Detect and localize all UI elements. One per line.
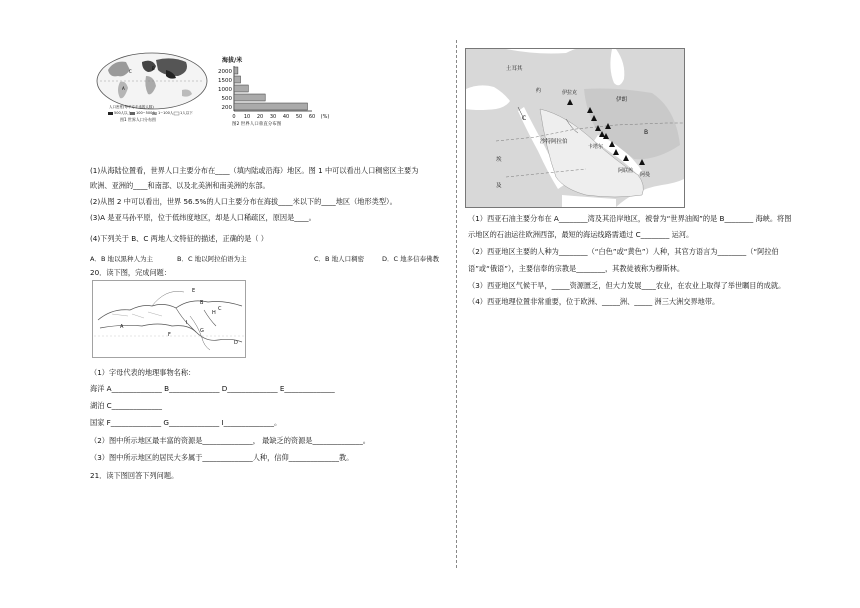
x-tick-label: 10 <box>243 114 251 120</box>
bar-1000 <box>234 85 248 92</box>
y-tick-label: 200 <box>221 105 232 111</box>
bar-1500 <box>234 76 241 83</box>
label-saudi: 沙特阿拉伯 <box>540 139 568 145</box>
world-population-map <box>94 48 210 124</box>
map-label-B: B <box>200 300 204 306</box>
label-C: C <box>522 115 527 122</box>
map-label-G: G <box>200 328 204 334</box>
outline-map-graphic <box>92 280 246 358</box>
bar-500 <box>234 94 265 101</box>
y-tick-label: 500 <box>221 96 232 102</box>
q21-p2b: 语”或“俄语”），主要信奉的宗教是________，其教徒被称为穆斯林。 <box>468 264 685 273</box>
bar-2000 <box>234 67 238 74</box>
map-label-I: I <box>186 320 188 326</box>
map-label-F: F <box>168 332 171 338</box>
west-asia-map <box>465 48 685 208</box>
q20-lake: 湖泊 C______________ <box>90 401 162 410</box>
x-tick-label: 50 <box>295 114 303 120</box>
mideast-outline-map <box>92 280 246 358</box>
label-iraq: 伊拉克 <box>562 90 578 96</box>
legend-title: 人口密度(每平方千米的人数) <box>109 105 154 109</box>
legend-item: 1人以下 <box>180 111 193 115</box>
y-tick-label: 1000 <box>218 87 232 93</box>
q21-p4: （4）西亚地理位置非常重要，位于欧洲、_____洲、_____ 洲三大洲交界地带。 <box>468 297 720 306</box>
x-tick-label: 40 <box>282 114 290 120</box>
figure1-caption: 图1 世界人口分布图 <box>120 117 156 122</box>
y-tick-label: 1500 <box>218 78 232 84</box>
label-egypt-1: 埃 <box>496 157 502 163</box>
map-label-E: E <box>192 288 196 294</box>
label-oman: 阿曼 <box>640 172 651 178</box>
x-tick-label: 30 <box>269 114 277 120</box>
q20-ocean: 海洋 A______________ B______________ D______________ E______________ <box>90 384 335 393</box>
svg-text:B: B <box>152 66 155 71</box>
map-label-C: C <box>218 306 222 312</box>
label-iran: 伊朗 <box>616 97 628 103</box>
q19-line1: (1)从海陆位置看，世界人口主要分布在____（填内陆或沿海）地区。图 1 中可以看出人口稠密区主要为 <box>90 166 419 175</box>
label-qatar: 卡塔尔 <box>588 144 604 150</box>
x-tick-label: (%) <box>320 114 330 120</box>
q21-p3: （3）西亚地区气候干旱，_____资源匮乏，但大力发展____农业，在农业上取得了举世瞩目的成就。 <box>468 281 786 290</box>
q19-option-d: D．C 地多信奉佛教 <box>382 255 440 263</box>
population-altitude-chart <box>212 56 330 128</box>
map-label-H: H <box>212 310 216 316</box>
legend-item: 1~100人 <box>158 111 174 115</box>
q21-p1a: （1）西亚石油主要分布在 A________湾及其沿岸地区，被誉为“世界油阀”的是 B________ 海峡。将图 <box>468 214 792 223</box>
chart-ylabel: 海拔/米 <box>222 57 243 64</box>
q21-title: 21．读下图回答下列问题。 <box>90 471 179 480</box>
q19-line3: (2)从图 2 中可以看出，世界 56.5%的人口主要分布在海拔____米以下的____地区（地形类型）。 <box>90 197 397 206</box>
y-tick-label: 2000 <box>218 69 232 75</box>
q20-p2: （2）图中所示地区最丰富的资源是______________， 最缺乏的资源是______________。 <box>90 436 370 445</box>
q19-line4: (3)A 是亚马孙平原，位于低纬度地区，却是人口稀疏区，原因是____。 <box>90 213 316 222</box>
q20-p1: （1）字母代表的地理事物名称： <box>90 368 196 377</box>
q20-p3: （3）图中所示地区的居民大多属于______________人种，信仰______________教。 <box>90 453 354 462</box>
q21-p1b: 示地区的石油运往欧洲西部，最短的海运线路需通过 C________ 运河。 <box>468 230 694 239</box>
q19-line5: (4)下列关于 B、C 两地人文特征的描述，正确的是（ ） <box>90 234 268 243</box>
q19-option-b: B．C 地以阿拉伯语为主 <box>177 255 247 263</box>
map-label-A: A <box>120 324 124 330</box>
label-uae: 阿联酋 <box>618 168 634 174</box>
legend-item: 100~500人 <box>136 111 156 115</box>
q19-option-a: A．B 地以黑种人为主 <box>90 255 153 263</box>
x-tick-label: 0 <box>232 114 236 120</box>
bar-200 <box>234 103 307 110</box>
label-jordan: 约 <box>536 88 542 94</box>
svg-text:A: A <box>122 86 125 91</box>
q20-title: 20．读下图，完成问题： <box>90 268 172 277</box>
q19-line2: 欧洲、亚洲的____和南部、以及北美洲和南美洲的东部。 <box>90 181 270 190</box>
label-B: B <box>644 129 649 136</box>
q19-option-c: C．B 地人口稠密 <box>314 255 365 263</box>
map-label-D: D <box>234 340 238 346</box>
figure2-caption: 图2 世界人口垂直分布图 <box>232 122 282 127</box>
svg-text:C: C <box>129 69 132 74</box>
label-turkey: 土耳其 <box>506 66 523 72</box>
column-divider <box>456 40 457 568</box>
label-egypt-2: 及 <box>496 183 502 189</box>
x-tick-label: 60 <box>308 114 316 120</box>
q20-country: 国家 F______________ G______________ I______________。 <box>90 418 282 427</box>
legend-item: 500人以上 <box>114 111 132 115</box>
q21-p2a: （2）西亚地区主要的人种为________（“白色”或“黄色”）人种，其官方语言为________（“阿拉伯 <box>468 247 779 256</box>
chart-plot <box>212 64 330 120</box>
x-tick-label: 20 <box>256 114 264 120</box>
